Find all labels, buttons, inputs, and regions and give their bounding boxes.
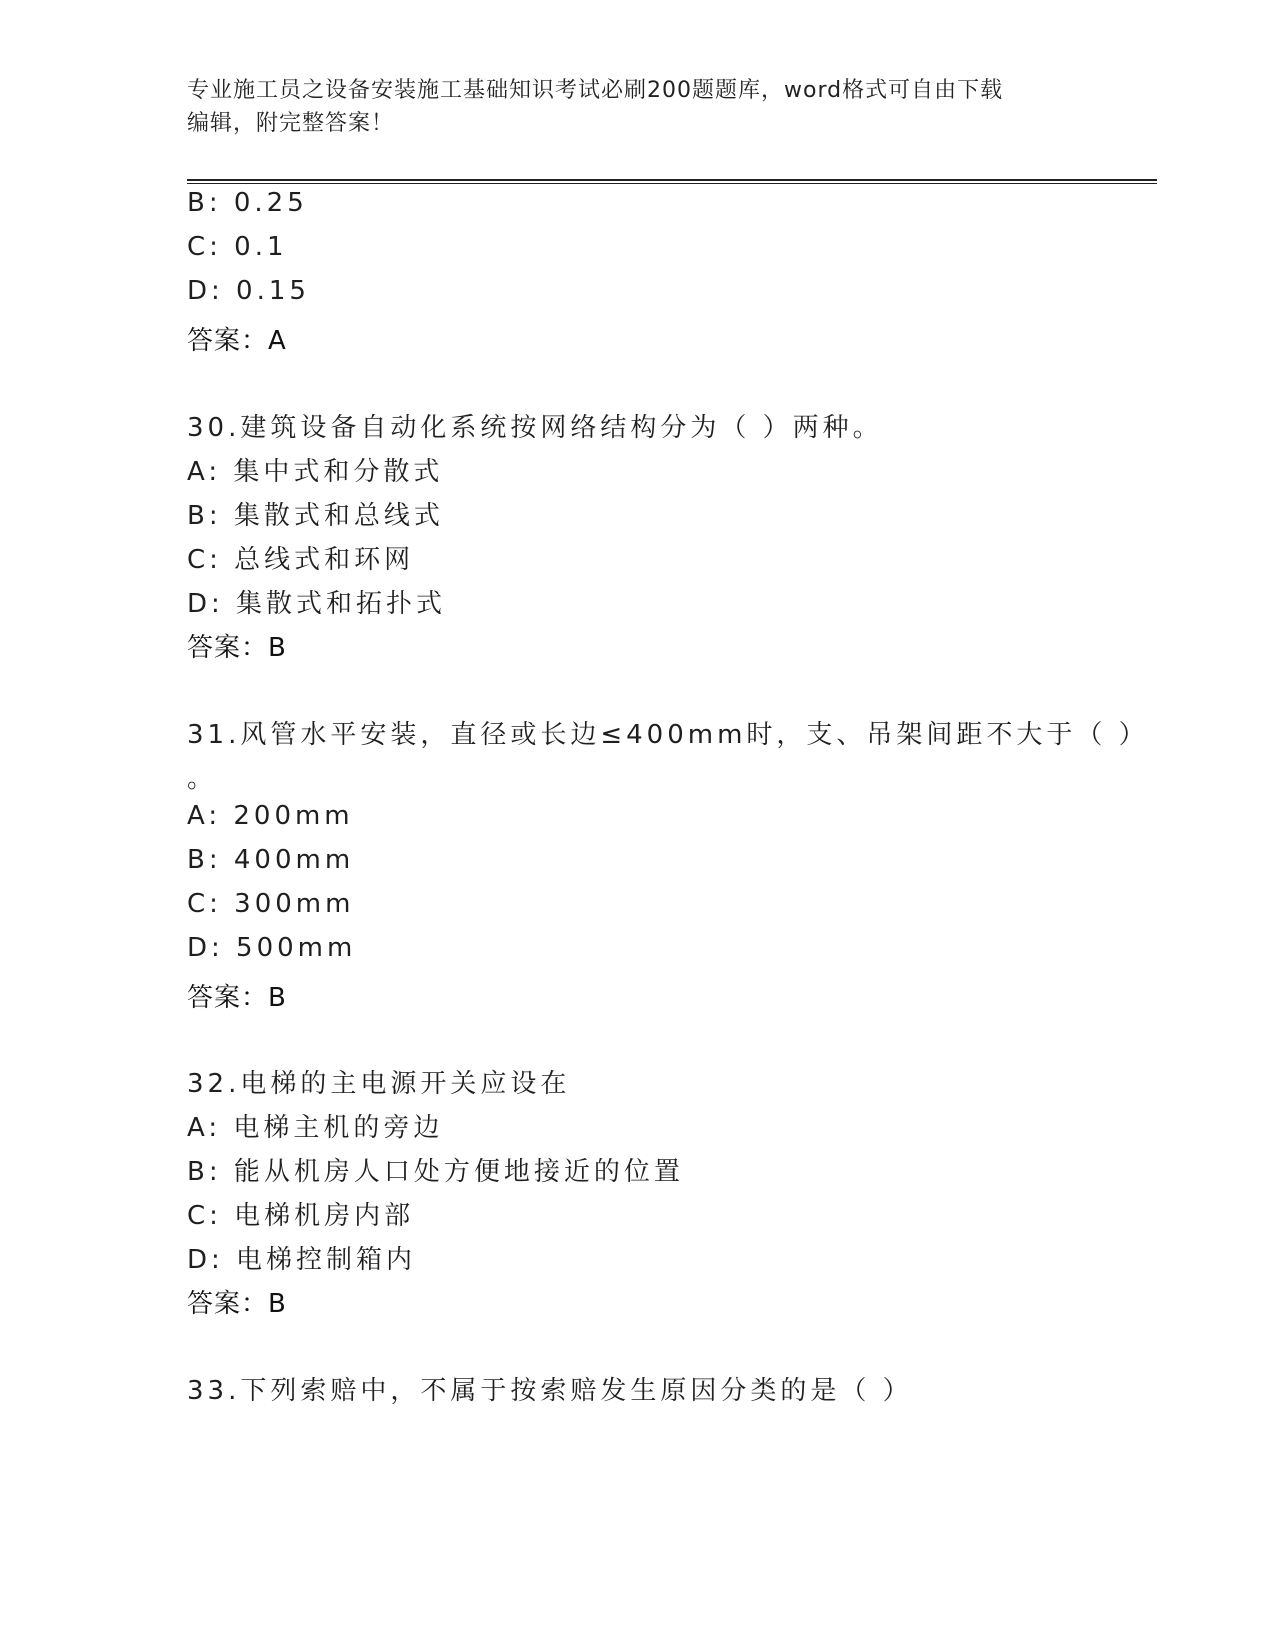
question-33: 33.下列索赔中，不属于按索赔发生原因分类的是（ ） (187, 1376, 913, 1406)
answer-line: 答案：B (187, 983, 287, 1013)
option-b: B: 集散式和总线式 (187, 501, 444, 531)
header-divider (187, 179, 1157, 184)
header-line-2: 编辑，附完整答案！ (187, 111, 395, 136)
option-c: C: 0.1 (187, 232, 288, 262)
option-b: B: 能从机房人口处方便地接近的位置 (187, 1157, 684, 1187)
answer-line: 答案：B (187, 633, 287, 663)
option-c: C: 300mm (187, 889, 355, 919)
option-a: A: 电梯主机的旁边 (187, 1113, 444, 1143)
option-b: B: 0.25 (187, 188, 308, 218)
option-d: D: 集散式和拓扑式 (187, 589, 447, 619)
header-line-1: 专业施工员之设备安装施工基础知识考试必刷200题题库，word格式可自由下载 (187, 78, 1004, 103)
option-d: D: 0.15 (187, 276, 310, 306)
answer-line: 答案：B (187, 1289, 287, 1319)
option-d: D: 500mm (187, 933, 357, 963)
answer-line: 答案：A (187, 326, 287, 356)
question-31-continuation: 。 (187, 764, 218, 794)
question-31: 31.风管水平安装，直径或长边≤400mm时，支、吊架间距不大于（ ） (187, 720, 1149, 750)
question-30: 30.建筑设备自动化系统按网络结构分为（ ）两种。 (187, 413, 883, 443)
option-c: C: 电梯机房内部 (187, 1201, 415, 1231)
question-32: 32.电梯的主电源开关应设在 (187, 1069, 571, 1099)
option-b: B: 400mm (187, 845, 355, 875)
option-c: C: 总线式和环网 (187, 545, 415, 575)
option-d: D: 电梯控制箱内 (187, 1245, 417, 1275)
page-header (187, 74, 1067, 140)
option-a: A: 200mm (187, 801, 354, 831)
option-a: A: 集中式和分散式 (187, 457, 444, 487)
